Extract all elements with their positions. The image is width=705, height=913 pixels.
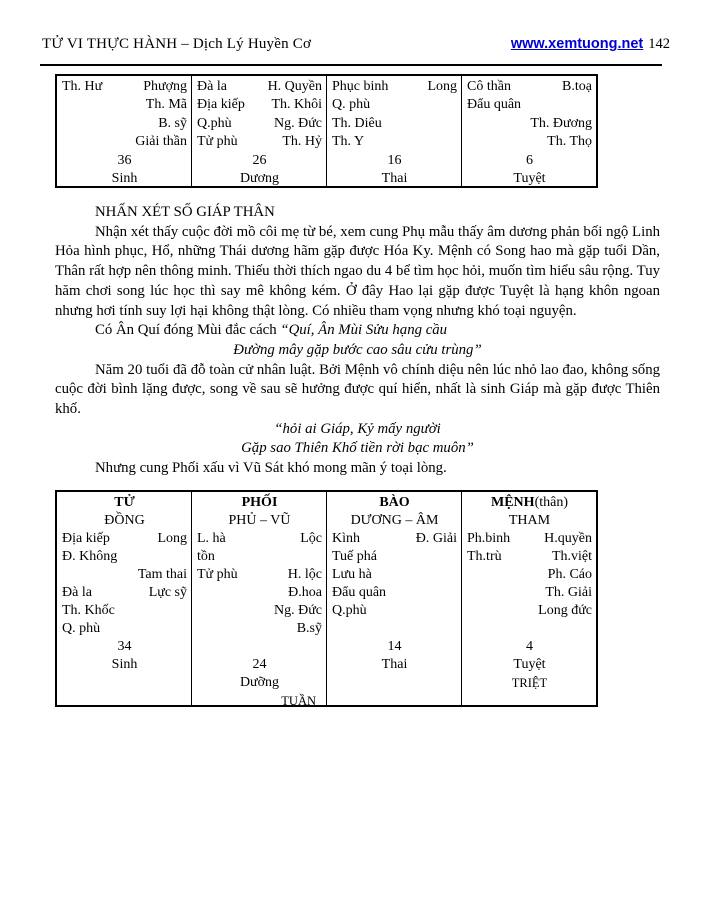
star-left: Đ. Không — [62, 549, 118, 564]
star-row — [62, 115, 187, 133]
star-left: tồn — [197, 549, 215, 564]
star-row — [197, 133, 322, 151]
star-row — [62, 584, 187, 602]
quote-1-italic: “Quí, Ân Mùi Sửu hạng cầu — [280, 322, 448, 339]
palace-stage: Thai — [381, 170, 408, 186]
palace-number: 36 — [117, 152, 132, 168]
star-right: H. lộc — [287, 567, 322, 582]
star-row — [332, 566, 457, 584]
star-left: Địa kiếp — [62, 531, 110, 546]
star-right: Long — [427, 79, 457, 94]
star-row — [197, 566, 322, 584]
star-left: Tử phù — [197, 567, 238, 582]
star-row — [467, 548, 592, 566]
star-left: Đà la — [197, 79, 227, 94]
star-right: B.toạ — [562, 79, 592, 94]
star-left: Ph.binh — [467, 531, 511, 546]
palace-cell — [327, 76, 462, 186]
star-right: Th. Khôi — [271, 97, 322, 113]
star-row — [62, 620, 187, 638]
palace-number: 24 — [252, 657, 267, 672]
palace-cell — [327, 492, 462, 705]
header-right — [511, 36, 670, 53]
palace-cell — [462, 76, 596, 186]
star-row — [332, 530, 457, 548]
star-row — [332, 620, 457, 638]
palace-stage: Thai — [381, 657, 408, 672]
star-right: Th. Thọ — [547, 134, 592, 150]
star-left: Phục binh — [332, 79, 389, 94]
star-row — [332, 115, 457, 133]
star-row — [197, 78, 322, 96]
palace-tag: TRIỆT — [511, 676, 548, 690]
star-row — [332, 548, 457, 566]
star-left: Th. Khốc — [62, 603, 115, 618]
palace-cell — [57, 76, 192, 186]
palace-subtitle: THAM — [508, 513, 551, 528]
star-right: Ng. Đức — [273, 603, 322, 618]
star-row — [197, 620, 322, 638]
star-right: H. Quyền — [267, 79, 322, 94]
quote-1-line-2: Đường mây gặp bước cao sâu cửu trùng” — [233, 341, 482, 358]
star-row — [467, 602, 592, 620]
palace-cell — [192, 492, 327, 705]
palace-number: 6 — [526, 152, 533, 168]
star-right: Th.việt — [551, 549, 592, 564]
star-row — [467, 133, 592, 151]
star-right: Ng. Đức — [273, 115, 322, 131]
star-row — [62, 78, 187, 96]
star-left: Lưu hà — [332, 567, 372, 582]
star-left: Tuế phá — [332, 549, 377, 564]
star-left: Q. phù — [62, 621, 101, 636]
star-row — [62, 548, 187, 566]
paragraph-1: Nhận xét thấy cuộc đời mồ côi mẹ từ bé, xem cung Phụ mẫu thấy âm dương phản bối ngộ Linh Hỏa hình phục, Hổ, những Thái dương hãm gặp được Hóa Ky. Mệnh có Song hao mà gặp tuổi Dần, Thân rất hợp nên thông minh. Thiếu thời thích ngao du 4 bể tìm học hỏi, muốn tìm hiểu sâu rộng. Tuy hăm chơi song lúc học thì say mê không kém. Ở đây Hao lại gặp được Tuyệt là hạng khôn ngoan nhưng hơi tính suy lợi hại không thật lòng. Có nhiều tham vọng nhưng khó toại nguyện. — [55, 223, 660, 319]
star-right: Th. Mã — [145, 97, 187, 113]
star-left: Q. phù — [332, 97, 371, 113]
star-row — [467, 78, 592, 96]
palace-tag: TUẦN — [281, 694, 316, 705]
palace-number: 16 — [387, 152, 402, 168]
star-row — [62, 566, 187, 584]
star-left: Địa kiếp — [197, 97, 245, 113]
page-number: 142 — [648, 36, 670, 52]
star-left: Đẩu quân — [332, 585, 387, 600]
star-right: B. sỹ — [158, 115, 187, 131]
star-left: Th. Y — [332, 134, 365, 150]
palace-subtitle: ĐỒNG — [104, 513, 145, 528]
star-row — [467, 115, 592, 133]
star-row — [197, 602, 322, 620]
star-right: Th. Giải — [545, 585, 592, 600]
star-left: Th. Hư — [62, 79, 103, 94]
palace-cell — [462, 492, 596, 705]
palace-subtitle: PHỦ – VŨ — [228, 513, 291, 528]
star-right: Th. Đương — [530, 115, 592, 131]
palace-number: 4 — [526, 639, 533, 654]
top-chart — [55, 74, 598, 188]
star-row — [62, 602, 187, 620]
palace-cell — [57, 492, 192, 705]
palace-number: 34 — [117, 639, 132, 654]
analysis-section — [55, 203, 660, 479]
star-right: Đ. Giải — [415, 531, 457, 546]
bottom-chart — [55, 490, 598, 707]
star-right: Th. Hỷ — [282, 134, 322, 150]
star-left: Đà la — [62, 585, 92, 600]
star-row — [467, 584, 592, 602]
star-right: Phượng — [143, 79, 187, 94]
star-right: B.sỹ — [296, 621, 322, 636]
star-left: Th. Diêu — [332, 115, 382, 131]
star-right: Giải thần — [135, 134, 187, 150]
star-row — [62, 96, 187, 114]
star-row — [467, 620, 592, 638]
star-row — [197, 96, 322, 114]
star-row — [197, 548, 322, 566]
palace-title: BÀO — [379, 495, 410, 510]
star-left: Q.phù — [197, 115, 232, 131]
star-row — [197, 115, 322, 133]
star-right: Lực sỹ — [148, 585, 187, 600]
palace-stage: Dưỡng — [239, 675, 280, 690]
star-row — [467, 566, 592, 584]
star-right: Lộc — [300, 531, 322, 546]
site-link[interactable]: www.xemtuong.net — [510, 36, 644, 52]
star-row — [332, 96, 457, 114]
star-row — [332, 133, 457, 151]
star-left: Q.phù — [332, 603, 367, 618]
palace-stage: Tuyệt — [513, 657, 546, 672]
palace-title: MỆNH(thân) — [491, 495, 568, 510]
star-right: Long đức — [538, 603, 592, 618]
palace-cell — [192, 76, 327, 186]
palace-stage: Sinh — [111, 170, 138, 186]
star-row — [197, 638, 322, 656]
star-row — [332, 602, 457, 620]
star-right: H.quyền — [544, 531, 592, 546]
page-title: TỬ VI THỰC HÀNH – Dịch Lý Huyền Cơ — [42, 36, 312, 52]
star-left: Tử phù — [197, 134, 238, 150]
header-rule — [40, 64, 662, 66]
star-row — [197, 530, 322, 548]
quote-1-line-1 — [55, 321, 660, 341]
palace-subtitle: DƯƠNG – ÂM — [350, 513, 439, 528]
star-left: Cô thần — [467, 79, 511, 94]
palace-stage: Dương — [239, 170, 280, 186]
star-left: L. hà — [197, 531, 226, 546]
analysis-heading: NHẤN XÉT SỐ GIÁP THÂN — [95, 204, 275, 220]
star-row — [62, 530, 187, 548]
star-left: Đẩu quân — [467, 97, 522, 113]
star-left: Kình — [332, 531, 360, 546]
palace-number: 14 — [387, 639, 402, 654]
star-row — [332, 78, 457, 96]
quote-2-line-2: Gặp sao Thiên Khố tiền rời bạc muôn” — [241, 440, 474, 457]
star-row — [467, 530, 592, 548]
quote-1-lead: Có Ân Quí đóng Mùi đắc cách — [95, 322, 281, 339]
star-row — [62, 133, 187, 151]
quote-2-line-1: “hỏi ai Giáp, Kỷ mấy người — [274, 420, 441, 437]
palace-stage: Tuyệt — [513, 170, 546, 186]
header-bar — [42, 36, 670, 53]
star-row — [467, 96, 592, 114]
paragraph-2: Năm 20 tuổi đã đỗ toàn cử nhân luật. Bởi Mệnh vô chính diệu nên lúc nhỏ lao đao, không sống cuộc đời bình lặng được, song về sau sẽ hưởng được quí hiển, nhất là sinh Giáp mà gặp được Thiên khố. — [55, 361, 660, 418]
star-right: Long — [157, 531, 187, 546]
palace-title: PHỐI — [241, 495, 278, 510]
palace-number: 26 — [252, 152, 267, 168]
palace-stage: Sinh — [111, 657, 138, 672]
closing-line: Nhưng cung Phối xấu vì Vũ Sát khó mong mãn ý toại lòng. — [95, 460, 447, 477]
palace-title: TỬ — [114, 495, 135, 510]
star-row — [332, 584, 457, 602]
star-right: Ph. Cáo — [547, 567, 592, 582]
star-row — [197, 584, 322, 602]
star-right: Đ.hoa — [288, 585, 322, 600]
star-left: Th.trù — [467, 549, 502, 564]
star-right: Tam thai — [137, 567, 187, 582]
